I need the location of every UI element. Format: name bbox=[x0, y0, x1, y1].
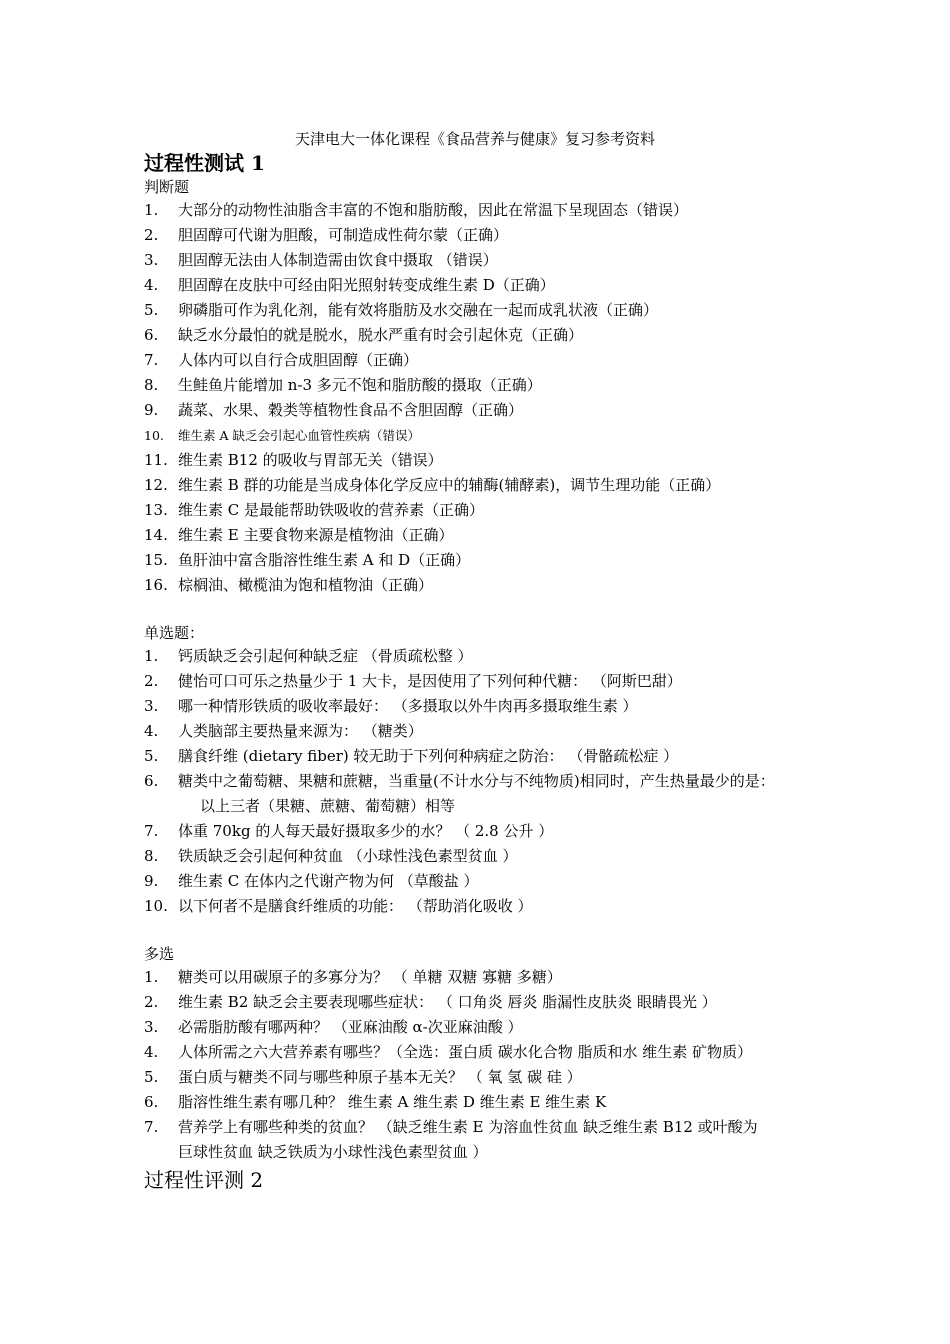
item-text bbox=[178, 498, 834, 523]
item-text bbox=[178, 573, 834, 598]
single-choice-item bbox=[144, 769, 834, 819]
item-text bbox=[178, 323, 834, 348]
item-number: 4. bbox=[144, 276, 159, 294]
item-text bbox=[178, 223, 834, 248]
section-heading-1: 过程性测试 1 bbox=[144, 151, 265, 175]
item-text bbox=[178, 1015, 834, 1040]
multi-choice-item bbox=[144, 1090, 834, 1115]
item-number: 2. bbox=[144, 993, 159, 1011]
judgment-item bbox=[144, 248, 834, 273]
judgment-item bbox=[144, 373, 834, 398]
item-number: 5. bbox=[144, 301, 159, 319]
item-text bbox=[178, 1065, 834, 1090]
multi-choice-item bbox=[144, 965, 834, 990]
item-main-text: 维生素 C 是最能帮助铁吸收的营养素（正确） bbox=[178, 501, 485, 519]
item-main-text: 脂溶性维生素有哪几种？ 维生素 A 维生素 D 维生素 E 维生素 K bbox=[178, 1093, 607, 1111]
item-main-text: 体重 70kg 的人每天最好摄取多少的水？ （ 2.8 公升 ） bbox=[178, 822, 554, 840]
item-number: 3. bbox=[144, 251, 159, 269]
item-main-text: 营养学上有哪些种类的贫血？ （缺乏维生素 E 为溶血性贫血 缺乏维生素 B12 或叶酸为 bbox=[178, 1118, 758, 1136]
item-number: 3. bbox=[144, 697, 159, 715]
judgment-item bbox=[144, 573, 834, 598]
single-choice-item bbox=[144, 844, 834, 869]
item-number: 11. bbox=[144, 451, 168, 469]
item-continuation: 巨球性贫血 缺乏铁质为小球性浅色素型贫血 ） bbox=[178, 1143, 488, 1161]
item-text bbox=[178, 348, 834, 373]
item-main-text: 人体内可以自行合成胆固醇（正确） bbox=[178, 351, 419, 369]
single-choice-item bbox=[144, 669, 834, 694]
item-text bbox=[178, 694, 834, 719]
item-main-text: 糖类可以用碳原子的多寡分为？ （ 单糖 双糖 寡糖 多糖） bbox=[178, 968, 562, 986]
item-main-text: 鱼肝油中富含脂溶性维生素 A 和 D（正确） bbox=[178, 551, 471, 569]
item-main-text: 维生素 B2 缺乏会主要表现哪些症状： （ 口角炎 唇炎 脂漏性皮肤炎 眼睛畏光 ） bbox=[178, 993, 717, 1011]
judgment-item bbox=[144, 523, 834, 548]
item-number: 5. bbox=[144, 1068, 159, 1086]
item-text bbox=[178, 398, 834, 423]
item-text bbox=[178, 894, 834, 919]
item-number: 6. bbox=[144, 772, 159, 790]
item-main-text: 必需脂肪酸有哪两种？ （亚麻油酸 α-次亚麻油酸 ） bbox=[178, 1018, 523, 1036]
judgment-item bbox=[144, 223, 834, 248]
item-number: 7. bbox=[144, 1118, 159, 1136]
item-text bbox=[178, 548, 834, 573]
item-number: 3. bbox=[144, 1018, 159, 1036]
item-main-text: 维生素 E 主要食物来源是植物油（正确） bbox=[178, 526, 454, 544]
item-main-text: 维生素 A 缺乏会引起心血管性疾病（错误） bbox=[178, 428, 420, 443]
spacer bbox=[144, 919, 834, 943]
multi-choice-item bbox=[144, 1015, 834, 1040]
item-continuation: 以上三者（果糖、蔗糖、葡萄糖）相等 bbox=[200, 797, 456, 815]
spacer bbox=[144, 598, 834, 622]
item-number: 9. bbox=[144, 872, 159, 890]
item-number: 7. bbox=[144, 822, 159, 840]
item-main-text: 棕榈油、橄榄油为饱和植物油（正确） bbox=[178, 576, 434, 594]
item-text bbox=[178, 198, 834, 223]
item-main-text: 铁质缺乏会引起何种贫血 （小球性浅色素型贫血 ） bbox=[178, 847, 518, 865]
judgment-list bbox=[144, 198, 834, 598]
item-number: 16. bbox=[144, 576, 168, 594]
item-text bbox=[178, 523, 834, 548]
judgment-item bbox=[144, 298, 834, 323]
multi-choice-item bbox=[144, 1065, 834, 1090]
item-number: 6. bbox=[144, 1093, 159, 1111]
item-text bbox=[178, 819, 834, 844]
item-main-text: 膳食纤维 (dietary fiber) 较无助于下列何种病症之防治： （骨骼疏松症 ） bbox=[178, 747, 679, 765]
single-choice-item bbox=[144, 869, 834, 894]
item-text bbox=[178, 298, 834, 323]
multi-choice-item bbox=[144, 990, 834, 1015]
item-text bbox=[178, 844, 834, 869]
item-main-text: 健怡可口可乐之热量少于 1 大卡，是因使用了下列何种代糖： （阿斯巴甜） bbox=[178, 672, 682, 690]
single-choice-item bbox=[144, 744, 834, 769]
single-choice-item bbox=[144, 894, 834, 919]
item-number: 6. bbox=[144, 326, 159, 344]
item-text bbox=[178, 373, 834, 398]
judgment-item bbox=[144, 273, 834, 298]
item-number: 14. bbox=[144, 526, 168, 544]
item-number: 2. bbox=[144, 226, 159, 244]
item-main-text: 人类脑部主要热量来源为： （糖类） bbox=[178, 722, 423, 740]
item-main-text: 胆固醇无法由人体制造需由饮食中摄取 （错误） bbox=[178, 251, 498, 269]
item-main-text: 维生素 B12 的吸收与胃部无关（错误） bbox=[178, 451, 443, 469]
document-body bbox=[144, 150, 834, 1193]
judgment-item bbox=[144, 198, 834, 223]
item-number: 1. bbox=[144, 201, 159, 219]
item-main-text: 蔬菜、水果、穀类等植物性食品不含胆固醇（正确） bbox=[178, 401, 524, 419]
item-main-text: 缺乏水分最怕的就是脱水，脱水严重有时会引起休克（正确） bbox=[178, 326, 584, 344]
multi-choice-list bbox=[144, 965, 834, 1165]
judgment-item bbox=[144, 473, 834, 498]
judgment-item bbox=[144, 448, 834, 473]
multi-choice-item bbox=[144, 1040, 834, 1065]
item-text bbox=[178, 965, 834, 990]
item-main-text: 卵磷脂可作为乳化剂，能有效将脂肪及水交融在一起而成乳状液（正确） bbox=[178, 301, 659, 319]
item-main-text: 维生素 B 群的功能是当成身体化学反应中的辅酶(辅酵素)，调节生理功能（正确） bbox=[178, 476, 721, 494]
item-main-text: 蛋白质与糖类不同与哪些种原子基本无关？ （ 氧 氢 碳 硅 ） bbox=[178, 1068, 582, 1086]
item-text bbox=[178, 473, 834, 498]
item-number: 1. bbox=[144, 647, 159, 665]
item-main-text: 哪一种情形铁质的吸收率最好： （多摄取以外牛肉再多摄取维生素 ） bbox=[178, 697, 638, 715]
item-main-text: 胆固醇可代谢为胆酸，可制造成性荷尔蒙（正确） bbox=[178, 226, 509, 244]
item-main-text: 人体所需之六大营养素有哪些？（全选：蛋白质 碳水化合物 脂质和水 维生素 矿物质） bbox=[178, 1043, 753, 1061]
item-number: 12. bbox=[144, 476, 168, 494]
item-number: 1. bbox=[144, 968, 159, 986]
item-main-text: 维生素 C 在体内之代谢产物为何 （草酸盐 ） bbox=[178, 872, 479, 890]
item-number: 4. bbox=[144, 722, 159, 740]
item-number: 8. bbox=[144, 376, 159, 394]
multi-choice-label: 多选 bbox=[144, 945, 175, 963]
item-text bbox=[178, 644, 834, 669]
item-text bbox=[178, 1115, 834, 1165]
document-title: 天津电大一体化课程《食品营养与健康》复习参考资料 bbox=[294, 130, 655, 148]
item-text bbox=[178, 423, 834, 448]
section-heading-2: 过程性评测 2 bbox=[144, 1168, 264, 1192]
item-main-text: 钙质缺乏会引起何种缺乏症 （骨质疏松整 ） bbox=[178, 647, 473, 665]
judgment-item bbox=[144, 348, 834, 373]
judgment-item bbox=[144, 423, 834, 448]
item-text bbox=[178, 990, 834, 1015]
item-text bbox=[178, 248, 834, 273]
judgment-item bbox=[144, 548, 834, 573]
item-number: 2. bbox=[144, 672, 159, 690]
item-number: 7. bbox=[144, 351, 159, 369]
judgment-item bbox=[144, 498, 834, 523]
item-text bbox=[178, 448, 834, 473]
item-text bbox=[178, 744, 834, 769]
item-number: 5. bbox=[144, 747, 159, 765]
single-choice-item bbox=[144, 719, 834, 744]
item-number: 15. bbox=[144, 551, 168, 569]
single-choice-label: 单选题： bbox=[144, 624, 205, 642]
item-number: 8. bbox=[144, 847, 159, 865]
single-choice-item bbox=[144, 819, 834, 844]
judgment-item bbox=[144, 323, 834, 348]
item-main-text: 生鲑鱼片能增加 n-3 多元不饱和脂肪酸的摄取（正确） bbox=[178, 376, 542, 394]
item-number: 4. bbox=[144, 1043, 159, 1061]
item-text bbox=[178, 669, 834, 694]
item-number: 13. bbox=[144, 501, 168, 519]
item-main-text: 以下何者不是膳食纤维质的功能： （帮助消化吸收 ） bbox=[178, 897, 533, 915]
item-number: 10. bbox=[144, 897, 168, 915]
single-choice-item bbox=[144, 694, 834, 719]
item-main-text: 糖类中之葡萄糖、果糖和蔗糖，当重量(不计水分与不纯物质)相同时，产生热量最少的是： bbox=[178, 772, 775, 790]
multi-choice-item bbox=[144, 1115, 834, 1165]
item-text bbox=[178, 273, 834, 298]
judgment-label: 判断题 bbox=[144, 178, 190, 196]
item-text bbox=[178, 719, 834, 744]
item-number: 10. bbox=[144, 428, 164, 443]
item-text bbox=[178, 869, 834, 894]
single-choice-item bbox=[144, 644, 834, 669]
item-number: 9. bbox=[144, 401, 159, 419]
judgment-item bbox=[144, 398, 834, 423]
single-choice-list bbox=[144, 644, 834, 919]
item-text bbox=[178, 769, 834, 819]
item-main-text: 大部分的动物性油脂含丰富的不饱和脂肪酸，因此在常温下呈现固态（错误） bbox=[178, 201, 689, 219]
item-text bbox=[178, 1090, 834, 1115]
item-main-text: 胆固醇在皮肤中可经由阳光照射转变成维生素 D（正确） bbox=[178, 276, 555, 294]
item-text bbox=[178, 1040, 834, 1065]
